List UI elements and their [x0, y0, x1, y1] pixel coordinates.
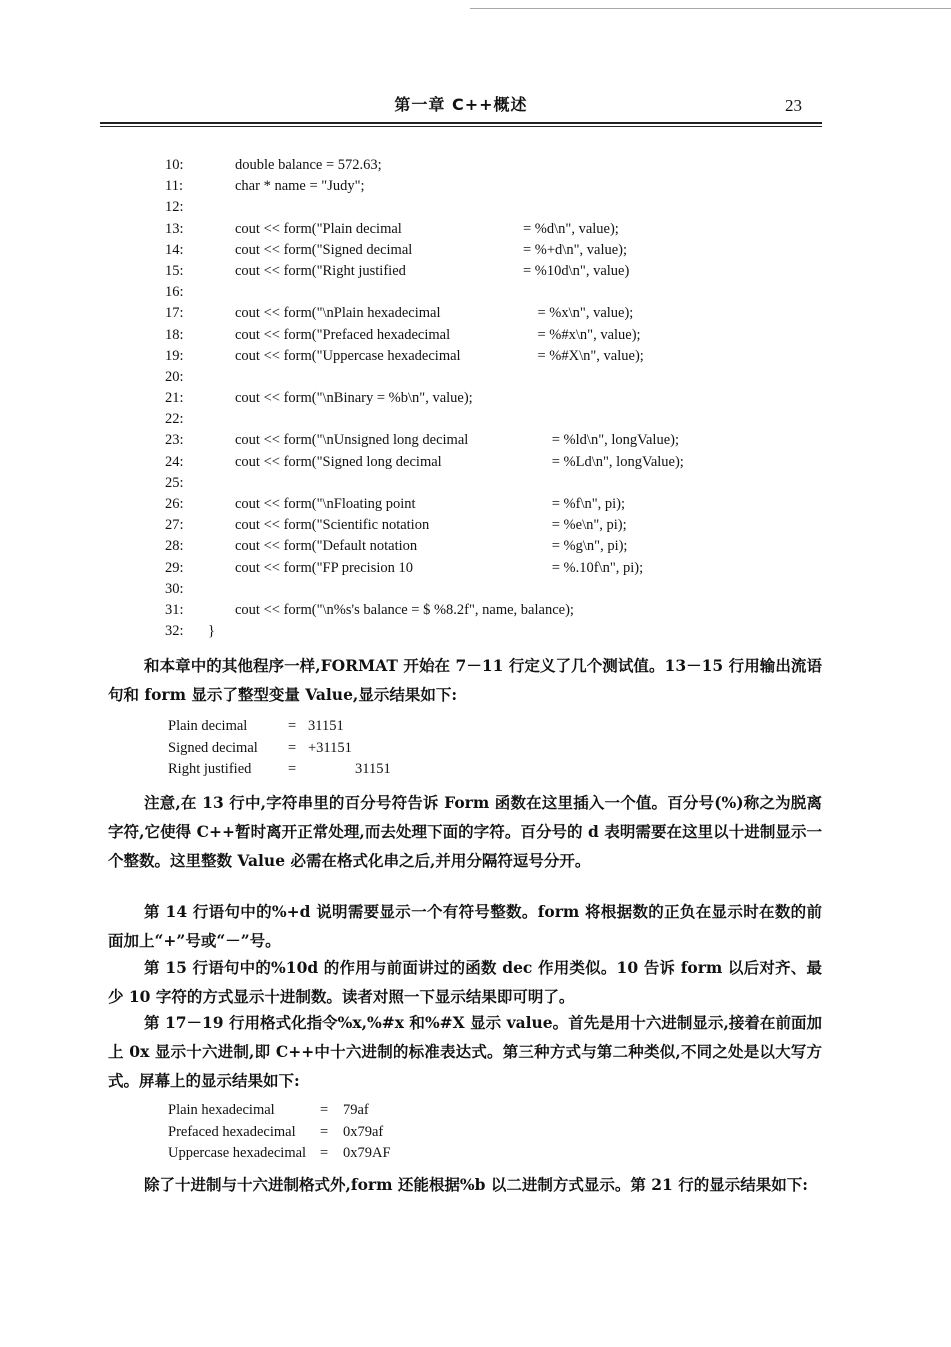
- output-equals: =: [320, 1102, 329, 1118]
- line-number: 19:: [165, 347, 184, 364]
- code-line: [165, 155, 815, 176]
- line-number: 29:: [165, 559, 184, 576]
- code-text: char * name = "Judy";: [235, 178, 365, 195]
- code-format: = %e\n", pi);: [530, 517, 627, 534]
- code-line: [165, 536, 815, 557]
- code-line: [165, 176, 815, 197]
- page-header: [100, 92, 822, 122]
- output-equals: =: [320, 1145, 329, 1161]
- code-format: = %.10f\n", pi);: [530, 559, 644, 576]
- code-line: [165, 600, 815, 621]
- code-text: cout << form("\n%s's balance = $ %8.2f", name, balance);: [235, 601, 574, 618]
- code-line: [165, 452, 815, 473]
- code-text: double balance = 572.63;: [235, 157, 382, 173]
- output-value: +31151: [308, 739, 352, 756]
- line-number: 21:: [165, 390, 184, 407]
- code-text: cout << form("Prefaced hexadecimal: [235, 326, 451, 343]
- code-line: [165, 197, 815, 218]
- output-value: 31151: [355, 761, 391, 777]
- output-label: Plain hexadecimal: [168, 1102, 275, 1118]
- code-line: [165, 367, 815, 388]
- output-value: 0x79AF: [343, 1145, 391, 1161]
- code-text: cout << form("\nBinary = %b\n", value);: [235, 390, 473, 407]
- line-number: 18:: [165, 326, 184, 343]
- code-text: cout << form("Signed long decimal: [235, 453, 442, 470]
- code-format: = %f\n", pi);: [530, 496, 626, 512]
- line-number: 25:: [165, 474, 184, 491]
- code-format: = %g\n", pi);: [530, 538, 628, 555]
- page-number: 23: [785, 96, 802, 115]
- output-label: Signed decimal: [168, 739, 258, 756]
- output-label: Plain decimal: [168, 718, 248, 734]
- code-text: cout << form("Right justified: [235, 262, 406, 279]
- code-text: cout << form("\nUnsigned long decimal: [235, 432, 469, 449]
- code-text: cout << form("Plain decimal: [235, 220, 402, 237]
- line-number: 23:: [165, 432, 184, 449]
- paragraph: 第 14 行语句中的%+d 说明需要显示一个有符号整数。form 将根据数的正负在显示时在数的前面加上“+”号或“－”号。: [108, 902, 822, 950]
- line-number: 16:: [165, 284, 184, 301]
- output-label: Right justified: [168, 761, 252, 777]
- code-format: = %10d\n", value): [523, 262, 630, 279]
- code-line: [165, 621, 815, 642]
- output-value: 79af: [343, 1102, 369, 1118]
- code-text: cout << form("Uppercase hexadecimal: [235, 347, 461, 364]
- paragraph: 第 17－19 行用格式化指令%x,%#x 和%#X 显示 value。首先是用十六进制显示,接着在前面加上 0x 显示十六进制,即 C++中十六进制的标准表达式。第三种方式与第二种类似,不同之处是以大写方式。屏幕上的显示结果如下:: [108, 1013, 822, 1090]
- code-line: [165, 303, 815, 324]
- line-number: 30:: [165, 580, 184, 597]
- output-value: 0x79af: [343, 1123, 384, 1140]
- code-text: cout << form("\nPlain hexadecimal: [235, 305, 441, 322]
- line-number: 14:: [165, 241, 184, 258]
- code-format: = %x\n", value);: [523, 305, 634, 322]
- code-line: [165, 430, 815, 451]
- code-text: cout << form("Default notation: [235, 538, 418, 555]
- output-equals: =: [288, 718, 297, 734]
- output-value: 31151: [308, 718, 344, 734]
- line-number: 28:: [165, 538, 184, 555]
- code-line: [165, 579, 815, 600]
- code-line: [165, 473, 815, 494]
- paragraph: 除了十进制与十六进制格式外,form 还能根据%b 以二进制方式显示。第 21 行的显示结果如下:: [144, 1175, 808, 1194]
- code-text: cout << form("Signed decimal: [235, 241, 413, 258]
- code-format: = %#X\n", value);: [523, 347, 644, 364]
- code-text: cout << form("\nFloating point: [235, 496, 416, 512]
- top-scan-rule: [470, 8, 951, 9]
- code-line: [165, 515, 815, 536]
- output-label: Uppercase hexadecimal: [168, 1145, 307, 1161]
- code-text: }: [208, 623, 215, 640]
- line-number: 12:: [165, 199, 184, 216]
- code-format: = %d\n", value);: [523, 220, 619, 237]
- line-number: 11:: [165, 178, 183, 195]
- line-number: 32:: [165, 623, 184, 640]
- code-format: = %ld\n", longValue);: [530, 432, 680, 449]
- header-rule: [100, 122, 822, 124]
- code-line: [165, 494, 815, 515]
- code-text: cout << form("FP precision 10: [235, 559, 413, 576]
- code-line: [165, 558, 815, 579]
- code-line: [165, 346, 815, 367]
- line-number: 24:: [165, 453, 184, 470]
- code-format: = %Ld\n", longValue);: [530, 453, 684, 470]
- code-line: [165, 240, 815, 261]
- code-line: [165, 409, 815, 430]
- line-number: 26:: [165, 496, 184, 512]
- output-label: Prefaced hexadecimal: [168, 1123, 296, 1140]
- line-number: 10:: [165, 157, 184, 173]
- line-number: 22:: [165, 411, 184, 428]
- line-number: 15:: [165, 262, 184, 279]
- line-number: 20:: [165, 368, 184, 385]
- header-rule-thin: [100, 126, 822, 127]
- code-line: [165, 325, 815, 346]
- chapter-title: 第一章 C++概述: [394, 95, 528, 114]
- line-number: 31:: [165, 601, 184, 618]
- line-number: 27:: [165, 517, 184, 534]
- line-number: 17:: [165, 305, 184, 322]
- output-equals: =: [320, 1123, 329, 1140]
- code-listing: [165, 155, 815, 642]
- code-line: [165, 282, 815, 303]
- paragraph: 注意,在 13 行中,字符串里的百分号符告诉 Form 函数在这里插入一个值。百分号(%)称之为脱离字符,它使得 C++暂时离开正常处理,而去处理下面的字符。百分号的 d 表明需要在这里以十进制显示一个整数。这里整数 Value 必需在格式化串之后,并用分隔符逗号分开。: [108, 793, 822, 870]
- code-format: = %+d\n", value);: [523, 241, 628, 258]
- line-number: 13:: [165, 220, 184, 237]
- paragraph: 第 15 行语句中的%10d 的作用与前面讲过的函数 dec 作用类似。10 告诉 form 以后对齐、最少 10 字符的方式显示十进制数。读者对照一下显示结果即可明了。: [108, 958, 822, 1006]
- code-line: [165, 388, 815, 409]
- code-text: cout << form("Scientific notation: [235, 517, 430, 534]
- paragraph: 和本章中的其他程序一样,FORMAT 开始在 7－11 行定义了几个测试值。13－15 行用输出流语句和 form 显示了整型变量 Value,显示结果如下:: [108, 656, 822, 704]
- code-line: [165, 219, 815, 240]
- output-equals: =: [288, 739, 297, 756]
- output-equals: =: [288, 761, 297, 777]
- code-line: [165, 261, 815, 282]
- code-format: = %#x\n", value);: [523, 326, 641, 343]
